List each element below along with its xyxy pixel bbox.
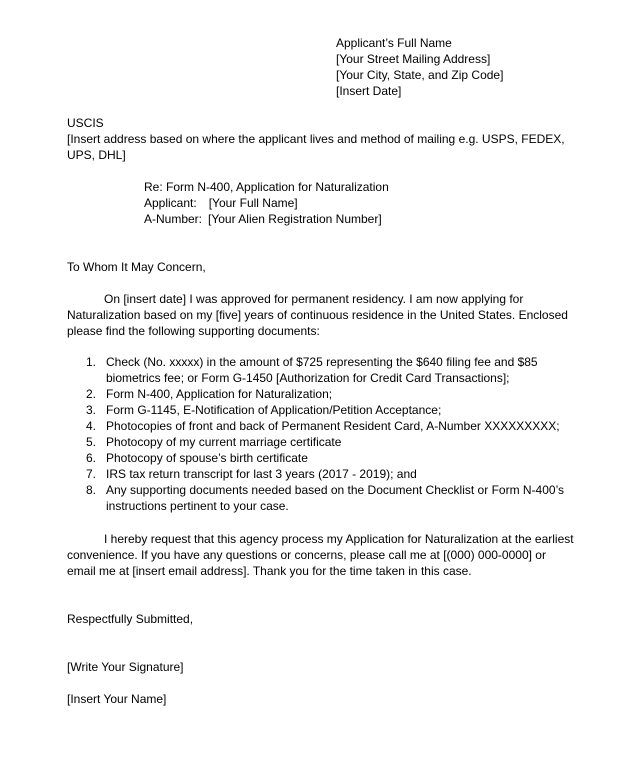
- list-item-number: 1.: [86, 355, 97, 369]
- sender-name: Applicant’s Full Name: [336, 36, 452, 50]
- printed-name: [Insert Your Name]: [67, 692, 167, 706]
- list-item-number: 6.: [86, 451, 97, 465]
- list-item-text: biometrics fee; or Form G-1450 [Authorization for Credit Card Transactions];: [106, 371, 510, 385]
- closing: Respectfully Submitted,: [67, 612, 194, 626]
- list-item-number: 5.: [86, 435, 97, 449]
- re-subject: Re: Form N-400, Application for Naturalization: [144, 180, 389, 194]
- signature: [Write Your Signature]: [67, 660, 184, 674]
- intro-line-1: On [insert date] I was approved for permanent residency. I am now applying for: [104, 292, 524, 306]
- re-anumber-label: A-Number:: [144, 212, 203, 226]
- list-item-text: Form G-1145, E-Notification of Application/Petition Acceptance;: [106, 403, 442, 417]
- list-item: [67, 450, 567, 466]
- recipient-address-line2: UPS, DHL]: [67, 148, 126, 162]
- list-item: [67, 466, 567, 482]
- list-item-text: Photocopies of front and back of Permanent Resident Card, A-Number XXXXXXXXX;: [106, 419, 560, 433]
- request-line-2: convenience. If you have any questions or concerns, please call me at [(000) 000-0000] or: [67, 548, 546, 562]
- sender-street: [Your Street Mailing Address]: [336, 52, 491, 66]
- list-item-text: instructions pertinent to your case.: [106, 499, 289, 513]
- re-anumber-value: [Your Alien Registration Number]: [208, 212, 382, 226]
- list-item-text: Photocopy of my current marriage certificate: [106, 435, 342, 449]
- recipient-name: USCIS: [67, 116, 104, 130]
- list-item-number: 3.: [86, 403, 97, 417]
- list-item: [67, 386, 567, 402]
- list-item: [67, 418, 567, 434]
- re-applicant-label: Applicant:: [144, 196, 197, 210]
- list-item-text: Check (No. xxxxx) in the amount of $725 representing the $640 filing fee and $85: [106, 355, 538, 369]
- list-item-text: Photocopy of spouse’s birth certificate: [106, 451, 308, 465]
- list-item: [67, 434, 567, 450]
- list-item-number: 8.: [86, 483, 97, 497]
- recipient-address-line1: [Insert address based on where the applicant lives and method of mailing e.g. USPS, FEDEX,: [67, 132, 565, 146]
- salutation: To Whom It May Concern,: [67, 260, 206, 274]
- list-item: [67, 354, 567, 386]
- documents-list: [67, 354, 567, 514]
- list-item-text: IRS tax return transcript for last 3 years (2017 - 2019); and: [106, 467, 417, 481]
- list-item-text: Form N-400, Application for Naturalization;: [106, 387, 333, 401]
- list-item-number: 4.: [86, 419, 97, 433]
- list-item-text: Any supporting documents needed based on the Document Checklist or Form N-400’s: [106, 483, 565, 497]
- re-applicant: [144, 195, 298, 211]
- sender-date: [Insert Date]: [336, 84, 402, 98]
- re-applicant-value: [Your Full Name]: [208, 196, 298, 210]
- request-line-3: email me at [insert email address]. Thank you for the time taken in this case.: [67, 564, 472, 578]
- intro-line-2: Naturalization based on my [five] years of continuous residence in the United States. Enclosed: [67, 308, 568, 322]
- sender-city: [Your City, State, and Zip Code]: [336, 68, 504, 82]
- re-anumber: [144, 211, 382, 227]
- list-item: [67, 402, 567, 418]
- list-item: [67, 482, 567, 514]
- list-item-number: 2.: [86, 387, 97, 401]
- request-line-1: I hereby request that this agency process my Application for Naturalization at the earliest: [104, 532, 574, 546]
- intro-line-3: please find the following supporting documents:: [67, 324, 320, 338]
- list-item-number: 7.: [86, 467, 97, 481]
